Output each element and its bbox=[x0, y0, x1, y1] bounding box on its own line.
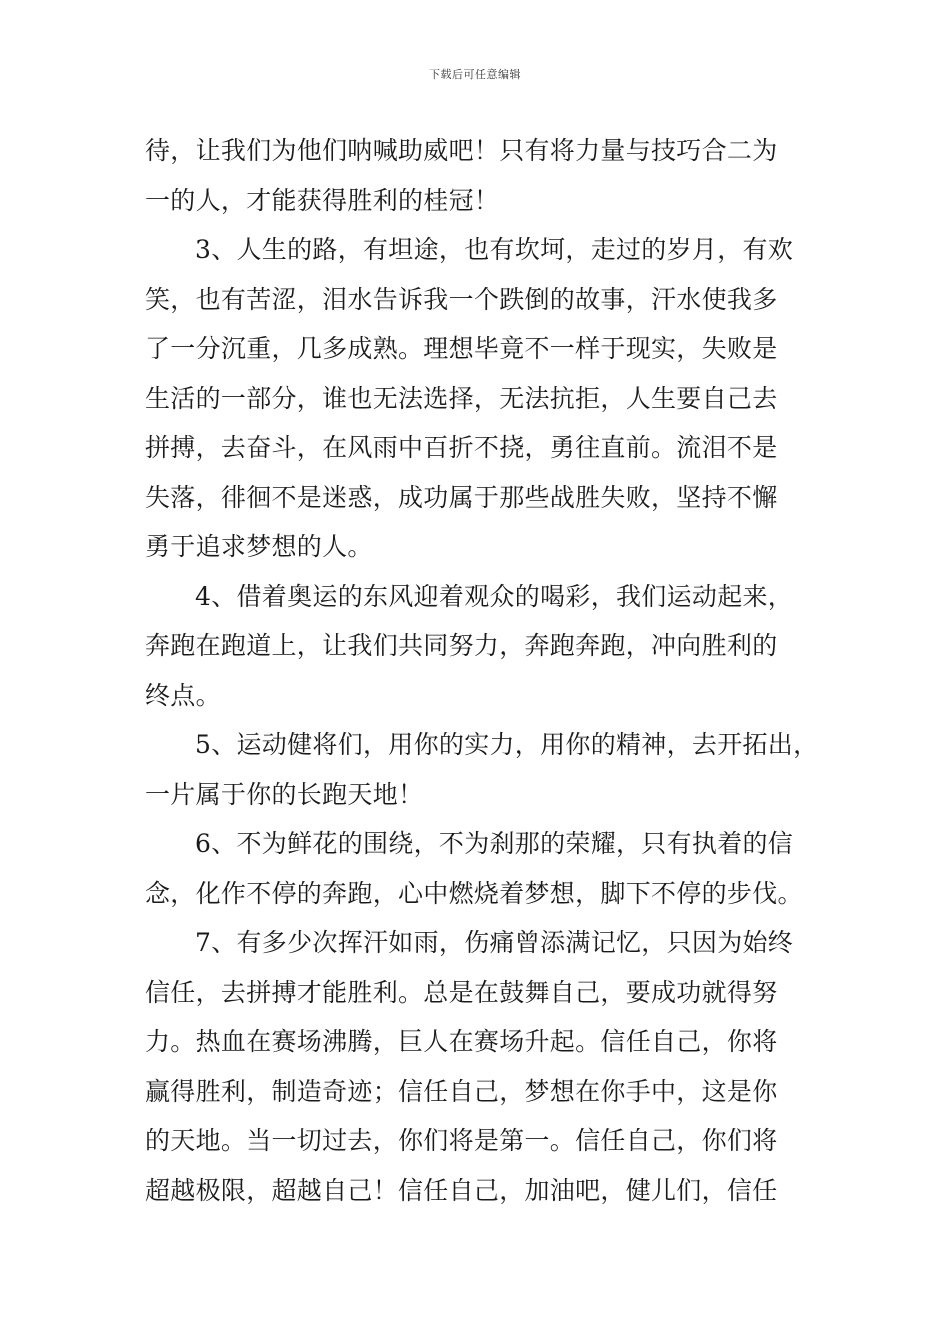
text-line: 5、运动健将们，用你的实力，用你的精神，去开拓出， bbox=[195, 730, 819, 759]
text-line: 终点。 bbox=[145, 680, 221, 710]
text-line: 失落，徘徊不是迷惑，成功属于那些战胜失败，坚持不懈 bbox=[145, 482, 778, 512]
text-line: 勇于追求梦想的人。 bbox=[145, 532, 373, 561]
text-line: 3、人生的路，有坦途，也有坎坷，走过的岁月，有欢 bbox=[195, 235, 794, 264]
text-line: 力。热血在赛场沸腾，巨人在赛场升起。信任自己，你将 bbox=[145, 1027, 778, 1056]
text-line: 一片属于你的长跑天地！ bbox=[145, 779, 424, 809]
text-line: 拼搏，去奋斗，在风雨中百折不挠，勇往直前。流泪不是 bbox=[145, 433, 778, 462]
text-line: 6、不为鲜花的围绕，不为刹那的荣耀，只有执着的信 bbox=[195, 829, 794, 858]
body-text bbox=[145, 126, 819, 1215]
text-line: 奔跑在跑道上，让我们共同努力，奔跑奔跑，冲向胜利的 bbox=[145, 631, 778, 660]
text-line: 生活的一部分，谁也无法选择，无法抗拒，人生要自己去 bbox=[145, 383, 778, 413]
text-line: 超越极限，超越自己！信任自己，加油吧，健儿们，信任 bbox=[145, 1175, 778, 1205]
text-line: 笑，也有苦涩，泪水告诉我一个跌倒的故事，汗水使我多 bbox=[145, 284, 778, 314]
text-line: 一的人，才能获得胜利的桂冠！ bbox=[145, 185, 500, 215]
text-line: 4、借着奥运的东风迎着观众的喝彩，我们运动起来， bbox=[195, 581, 794, 611]
text-line: 待，让我们为他们呐喊助威吧！只有将力量与技巧合二为 bbox=[145, 136, 778, 165]
text-line: 了一分沉重，几多成熟。理想毕竟不一样于现实，失败是 bbox=[145, 334, 778, 363]
text-line: 的天地。当一切过去，你们将是第一。信任自己，你们将 bbox=[145, 1126, 778, 1155]
text-line: 赢得胜利，制造奇迹；信任自己，梦想在你手中，这是你 bbox=[145, 1076, 778, 1106]
text-line: 念，化作不停的奔跑，心中燃烧着梦想，脚下不停的步伐。 bbox=[145, 878, 803, 908]
text-line: 7、有多少次挥汗如雨，伤痛曾添满记忆，只因为始终 bbox=[195, 928, 794, 957]
text-line: 信任，去拼搏才能胜利。总是在鼓舞自己，要成功就得努 bbox=[145, 977, 778, 1007]
page-header: 下载后可任意编辑 bbox=[429, 68, 521, 81]
